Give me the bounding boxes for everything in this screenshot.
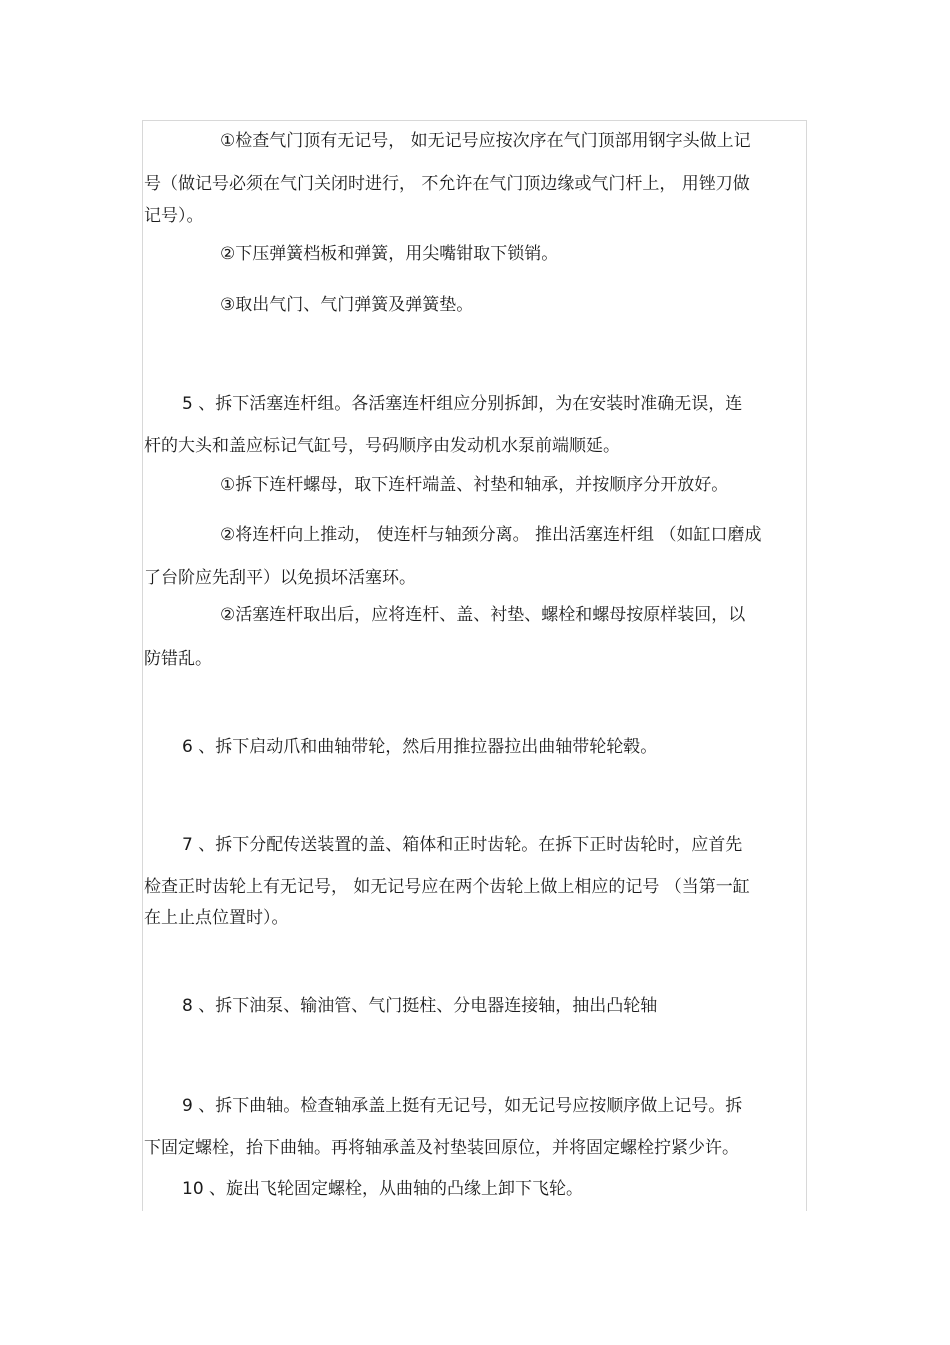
text-line: ②活塞连杆取出后，应将连杆、盖、衬垫、螺栓和螺母按原样装回，以 [220,605,746,625]
text-line: 下固定螺栓，抬下曲轴。再将轴承盖及衬垫装回原位，并将固定螺栓拧紧少许。 [144,1138,739,1158]
text-line: ②下压弹簧档板和弹簧，用尖嘴钳取下锁销。 [220,244,559,264]
text-line: 检查正时齿轮上有无记号， 如无记号应在两个齿轮上做上相应的记号 （当第一缸 [144,877,750,897]
text-line: 杆的大头和盖应标记气缸号，号码顺序由发动机水泵前端顺延。 [144,436,620,456]
text-line: 在上止点位置时）。 [144,908,289,928]
text-line: 10 、旋出飞轮固定螺栓，从曲轴的凸缘上卸下飞轮。 [182,1179,584,1199]
text-line: 8 、拆下油泵、输油管、气门挺柱、分电器连接轴，抽出凸轮轴 [182,996,658,1016]
text-line: ①检查气门顶有无记号， 如无记号应按次序在气门顶部用钢字头做上记 [220,131,751,151]
text-line: ②将连杆向上推动， 使连杆与轴颈分离。 推出活塞连杆组 （如缸口磨成 [220,525,762,545]
page-frame [142,120,807,1211]
text-line: 5 、拆下活塞连杆组。各活塞连杆组应分别拆卸，为在安装时准确无误，连 [182,394,743,414]
text-line: 号（做记号必须在气门关闭时进行， 不允许在气门顶边缘或气门杆上， 用锉刀做 [144,174,750,194]
text-line: ①拆下连杆螺母，取下连杆端盖、衬垫和轴承，并按顺序分开放好。 [220,475,729,495]
text-line: 记号）。 [144,206,204,226]
text-line: 防错乱。 [144,649,212,669]
text-line: 9 、拆下曲轴。检查轴承盖上挺有无记号，如无记号应按顺序做上记号。拆 [182,1096,743,1116]
text-line: 7 、拆下分配传送装置的盖、箱体和正时齿轮。在拆下正时齿轮时，应首先 [182,835,743,855]
text-line: ③取出气门、气门弹簧及弹簧垫。 [220,295,474,315]
text-line: 6 、拆下启动爪和曲轴带轮，然后用推拉器拉出曲轴带轮轮毂。 [182,737,658,757]
text-line: 了台阶应先刮平）以免损坏活塞环。 [144,568,416,588]
